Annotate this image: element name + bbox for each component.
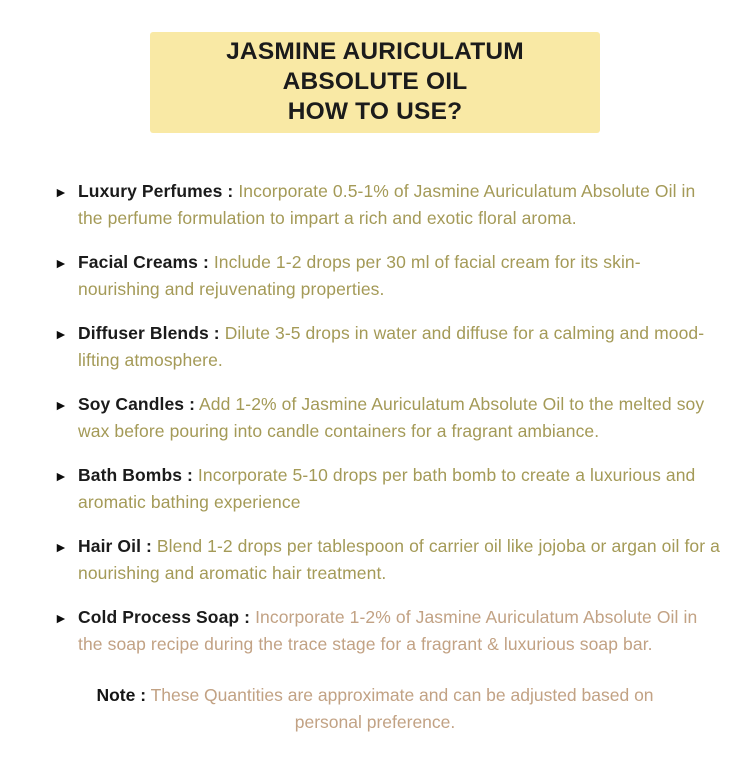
item-description: Incorporate 1-2% of Jasmine Auriculatum Absolute Oil in the soap recipe during the trace stage for a fragrant & luxurious soap bar. <box>78 607 698 654</box>
item-description: Blend 1-2 drops per tablespoon of carrier oil like jojoba or argan oil for a nourishing and aromatic hair treatment. <box>78 536 720 583</box>
usage-list <box>54 178 722 658</box>
item-label: Soy Candles : <box>78 394 196 414</box>
arrow-bullet-icon: ► <box>54 184 68 200</box>
arrow-bullet-icon: ► <box>54 539 68 555</box>
item-label: Hair Oil : <box>78 536 152 556</box>
item-description: Dilute 3-5 drops in water and diffuse for a calming and mood-lifting atmosphere. <box>78 323 705 370</box>
list-item-text <box>78 249 722 303</box>
note-text: These Quantities are approximate and can be adjusted based on personal preference. <box>150 685 654 732</box>
item-label: Cold Process Soap : <box>78 607 251 627</box>
list-item-soy-candles <box>54 391 722 445</box>
list-item-text <box>78 533 722 587</box>
item-label: Luxury Perfumes : <box>78 181 234 201</box>
arrow-bullet-icon: ► <box>54 397 68 413</box>
item-description: Incorporate 5-10 drops per bath bomb to create a luxurious and aromatic bathing experience <box>78 465 696 512</box>
item-description: Incorporate 0.5-1% of Jasmine Auriculatum Absolute Oil in the perfume formulation to impart a rich and exotic floral aroma. <box>78 181 696 228</box>
item-label: Bath Bombs : <box>78 465 193 485</box>
item-description: Include 1-2 drops per 30 ml of facial cream for its skin-nourishing and rejuvenating properties. <box>78 252 641 299</box>
list-item-text <box>78 462 722 516</box>
footnote <box>83 682 667 736</box>
item-description: Add 1-2% of Jasmine Auriculatum Absolute Oil to the melted soy wax before pouring into candle containers for a fragrant ambiance. <box>78 394 705 441</box>
list-item-text <box>78 391 722 445</box>
title-banner <box>150 32 600 133</box>
note-label: Note : <box>96 685 147 705</box>
list-item-diffuser-blends <box>54 320 722 374</box>
list-item-luxury-perfumes <box>54 178 722 232</box>
arrow-bullet-icon: ► <box>54 468 68 484</box>
page-title-line-1: JASMINE AURICULATUM ABSOLUTE OIL <box>226 38 524 95</box>
arrow-bullet-icon: ► <box>54 610 68 626</box>
arrow-bullet-icon: ► <box>54 326 68 342</box>
page-title-line-2: HOW TO USE? <box>287 98 463 125</box>
item-label: Diffuser Blends : <box>78 323 220 343</box>
item-label: Facial Creams : <box>78 252 209 272</box>
list-item-text <box>78 178 722 232</box>
list-item-bath-bombs <box>54 462 722 516</box>
list-item-text <box>78 320 722 374</box>
list-item-cold-process-soap <box>54 604 722 658</box>
list-item-hair-oil <box>54 533 722 587</box>
arrow-bullet-icon: ► <box>54 255 68 271</box>
list-item-facial-creams <box>54 249 722 303</box>
list-item-text <box>78 604 722 658</box>
